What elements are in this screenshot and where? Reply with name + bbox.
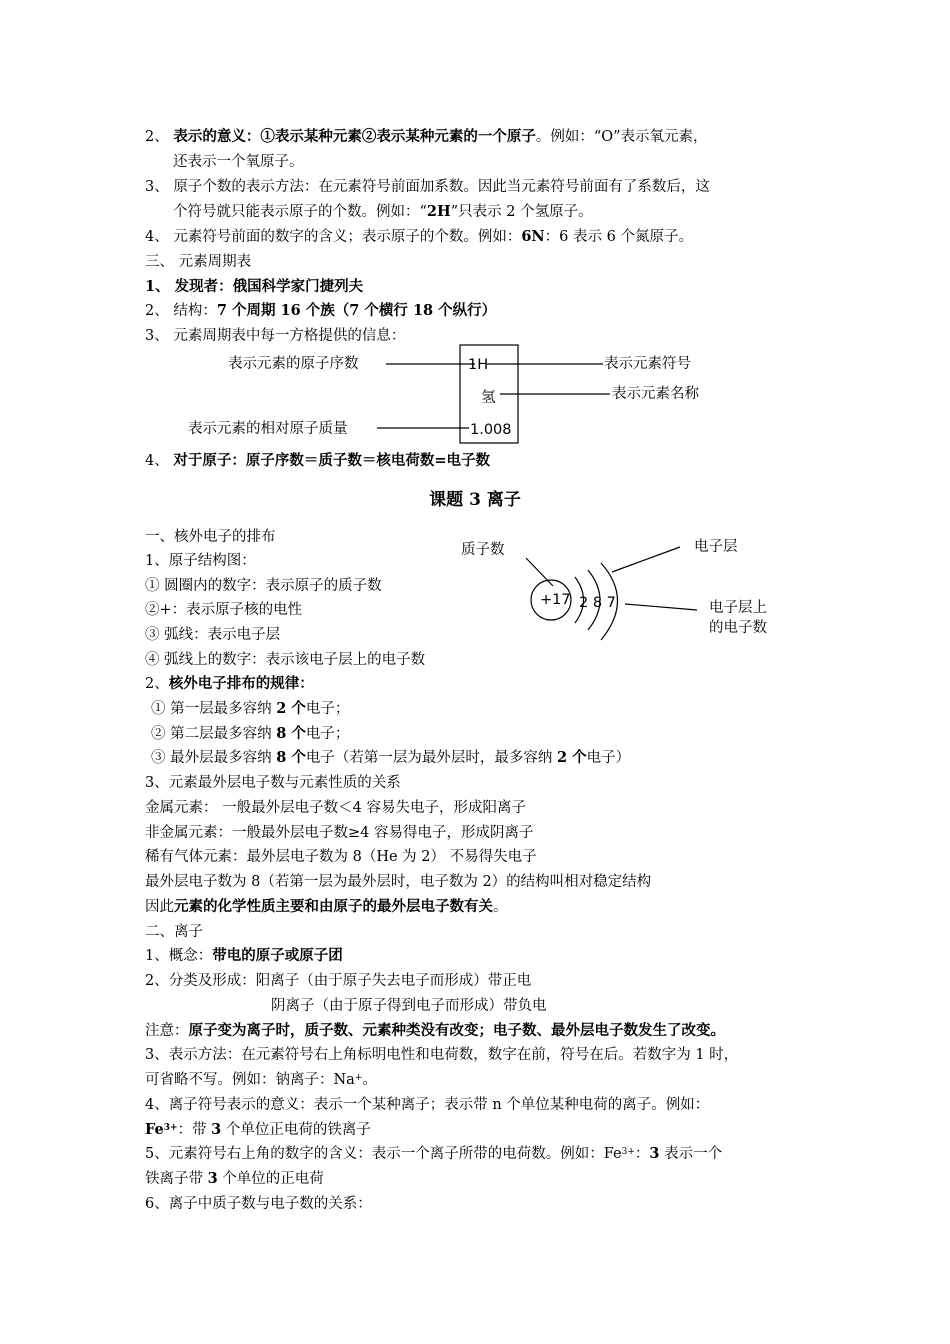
label-shell-electrons-2: 的电子数: [709, 620, 767, 636]
electron-arrangement-heading: 一、核外电子的排布: [145, 529, 276, 545]
cell-element-name: 氢: [481, 390, 496, 406]
ion-heading: 二、离子: [145, 924, 203, 940]
ion-notation-line: 3、表示方法：在元素符号右上角标明电性和电荷数，数字在前，符号在后。若数字为 1 时，: [145, 1047, 739, 1063]
meaning-line: 2、 表示的意义：①表示某种元素②表示某种元素的一个原子。例如：“O”表示氧元素，: [145, 128, 708, 145]
nucleus-charge: +17: [540, 592, 571, 608]
atom-count-line: 3、 原子个数的表示方法：在元素符号前面加系数。因此当元素符号前面有了系数后，这: [145, 179, 710, 195]
atom-structure-line: 1、原子结构图：: [145, 553, 256, 569]
ion-meaning-line: 4、离子符号表示的意义：表示一个某种离子；表示带 n 个单位某种电荷的离子。例如：: [145, 1097, 710, 1113]
conclusion-line: 因此元素的化学性质主要和由原子的最外层电子数有关。: [145, 898, 508, 915]
cell-info-line: 3、 元素周期表中每一方格提供的信息：: [145, 328, 406, 344]
pointer-shell: [612, 547, 680, 572]
stable-structure-line: 最外层电子数为 8（若第一层为最外层时，电子数为 2）的结构叫相对稳定结构: [145, 874, 652, 890]
cell-atomic-number: 1H: [468, 357, 489, 373]
nonmetal-line: 非金属元素：一般最外层电子数≥4 容易得电子，形成阴离子: [145, 825, 534, 841]
cell-atomic-mass: 1.008: [470, 422, 512, 438]
label-atomic-mass: 表示元素的相对原子质量: [188, 421, 348, 437]
label-shell-electrons-1: 电子层上: [709, 600, 767, 616]
property-heading: 3、元素最外层电子数与元素性质的关系: [145, 775, 401, 791]
lesson-title: 课题 3 离子: [429, 490, 521, 510]
meaning-line-cont: 还表示一个氧原子。: [173, 154, 304, 170]
structure-item-4: ④ 弧线上的数字：表示该电子层上的电子数: [145, 652, 426, 668]
structure-item-1: ① 圆圈内的数字：表示原子的质子数: [145, 578, 382, 594]
ion-classification-cont: 阴离子（由于原子得到电子而形成）带负电: [271, 998, 547, 1014]
rule-3: ③ 最外层最多容纳 8 个电子（若第一层为最外层时，最多容纳 2 个电子）: [151, 749, 631, 766]
pointer-shell-electrons: [625, 604, 697, 610]
label-element-name: 表示元素名称: [612, 386, 699, 402]
ion-meaning-cont: $Fe^{3+}$：带 3 个单位正电荷的铁离子: [145, 1121, 371, 1138]
discoverer-line: 1、 发现者：俄国科学家门捷列夫: [145, 278, 364, 295]
ion-note-line: 注意：原子变为离子时，质子数、元素种类没有改变；电子数、最外层电子数发生了改变。: [145, 1022, 725, 1039]
structure-item-3: ③ 弧线：表示电子层: [145, 627, 281, 643]
label-atomic-number: 表示元素的原子序数: [228, 356, 359, 372]
atom-relation-line: 4、 对于原子：原子序数＝质子数＝核电荷数=电子数: [145, 452, 490, 469]
noble-gas-line: 稀有气体元素：最外层电子数为 8（He 为 2） 不易得失电子: [145, 849, 537, 865]
coefficient-line: 4、 元素符号前面的数字的含义；表示原子的个数。例如：6N：6 表示 6 个氮原子。: [145, 228, 693, 245]
shell-electron-counts: 2 8 7: [579, 595, 616, 611]
ion-classification-line: 2、分类及形成：阳离子（由于原子失去电子而形成）带正电: [145, 973, 532, 989]
pointer-proton: [526, 558, 553, 586]
rule-1: ① 第一层最多容纳 2 个电子；: [151, 700, 350, 717]
periodic-table-heading: 三、 元素周期表: [145, 254, 252, 270]
atom-count-line-cont: 个符号就只能表示原子的个数。例如：“2H”只表示 2 个氢原子。: [173, 203, 593, 220]
structure-item-2: ②+：表示原子核的电性: [145, 602, 303, 618]
ion-concept-line: 1、概念：带电的原子或原子团: [145, 947, 343, 964]
label-element-symbol: 表示元素符号: [604, 356, 691, 372]
rules-heading: 2、核外电子排布的规律：: [145, 675, 314, 692]
structure-line: 2、 结构：7 个周期 16 个族（7 个横行 18 个纵行）: [145, 302, 497, 319]
label-proton-number: 质子数: [461, 542, 505, 558]
rule-2: ② 第二层最多容纳 8 个电子；: [151, 725, 350, 742]
charge-number-line: 5、元素符号右上角的数字的含义：表示一个离子所带的电荷数。例如：$Fe^{3+}$：3 表示一个: [145, 1145, 723, 1162]
charge-number-cont: 铁离子带 3 个单位的正电荷: [145, 1170, 324, 1187]
label-electron-shell: 电子层: [694, 539, 738, 555]
ion-notation-cont: 可省略不写。例如：钠离子：Na+。: [145, 1072, 377, 1088]
proton-electron-relation-line: 6、离子中质子数与电子数的关系：: [145, 1196, 372, 1212]
metal-line: 金属元素： 一般最外层电子数＜4 容易失电子，形成阳离子: [145, 800, 526, 816]
